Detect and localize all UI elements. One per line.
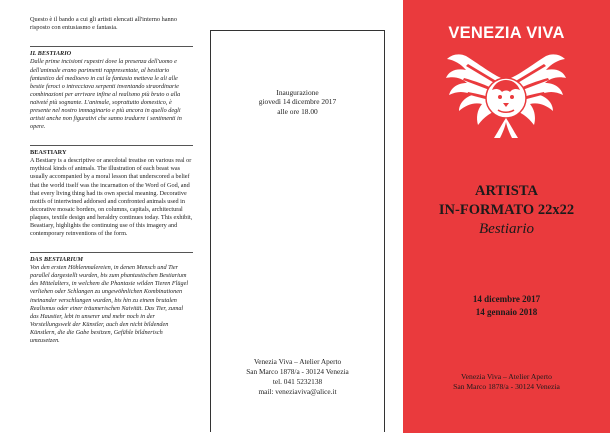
section-body: A Bestiary is a descriptive or anecdotal treatise on various real or mythical kinds of animals. The illustration of each beast was usually accompanied by a moral lesson that underscored a belief that the world itself was the incarnation of the Word of God, and that every living thing had its own special meaning. Decorative motifs of intertwined addorsed and confronted animals used in decorative mosaic borders, on columns, capitals, architectural plaques, textile design and heraldry continues today. This exhibit, Beastiary, highlights the continuing use of this imagery and contemporary reinventions of the form.	[30, 157, 193, 238]
exhibition-title	[403, 182, 610, 220]
contact-name: Venezia Viva – Atelier Aperto	[253, 357, 342, 366]
section-title: DAS BESTIARIUM	[30, 256, 84, 264]
section-divider	[30, 145, 193, 146]
section-title: IL BESTIARIO	[30, 50, 72, 58]
section-divider	[30, 46, 193, 47]
section-title: BEASTIARY	[30, 149, 67, 157]
section-das-bestiarium	[30, 252, 193, 345]
venue-name: Venezia Viva – Atelier Aperto	[461, 372, 552, 381]
cover-panel	[403, 0, 610, 433]
section-body: Von den ersten Höhlenmalereien, in denen Mensch und Tier parallel dargestellt wurden, bis zum phantastischen Bestiarium des Mittelalters, in welchem die Phantasie wilden Tieren Flügel verliehen oder Schlangen zu ungewöhnlichen Kombinationen ineinander verschlungen wurden, bis hin zu einem brutalen Realismus oder einer träumerischen Naivität. Das Tier, zumal das Haustier, lebt in unserer und mehr noch in der Vorstellungswelt der Künstler, auch den nicht bildenden Künstlern, die die Gabe besitzen, Gefühle bildnerisch umzusetzen.	[30, 264, 189, 345]
contact-address: San Marco 1878/a - 30124 Venezia	[246, 367, 349, 376]
contact-email: mail: veneziaviva@alice.it	[258, 387, 337, 396]
date-end: 14 gennaio 2018	[475, 307, 538, 317]
inauguration-date: giovedì 14 dicembre 2017	[258, 97, 337, 107]
exhibition-dates	[403, 293, 610, 319]
venue-address: San Marco 1878/a - 30124 Venezia	[453, 382, 560, 391]
date-start: 14 dicembre 2017	[472, 294, 541, 304]
contact-phone: tel. 041 5232138	[272, 377, 323, 386]
winged-lion-icon	[444, 50, 568, 142]
inauguration-label: Inaugurazione	[276, 88, 319, 97]
middle-panel	[210, 30, 385, 432]
contact-block	[211, 357, 384, 397]
section-beastiary	[30, 145, 193, 238]
brand-title: VENEZIA VIVA	[448, 24, 565, 42]
inauguration-time: alle ore 18.00	[277, 106, 318, 116]
left-panel	[0, 0, 203, 433]
section-divider	[30, 252, 193, 253]
exhibition-title-line2: IN-FORMATO 22x22	[438, 202, 575, 218]
venue-info	[403, 372, 610, 392]
exhibition-title-line1: ARTISTA	[475, 183, 538, 199]
section-body: Dalle prime incisioni rupestri dove la presenza dell'uomo e dell'animale erano parimenti rappresentate, al bestiario fantastico del medioevo in cui la fantasia metteva le ali alle bestie feroci o intrecciava serpenti inventando straordinarie combinazioni per arrivare infine al realismo più bruto o alla naïveté più sognante. L'animale, soprattutto domestico, è presente nel nostro immaginario e più ancora in quello degli artisti anche non figurativi che sanno tradurre i sentimenti in opere.	[30, 58, 182, 131]
inauguration-info	[211, 88, 384, 116]
section-il-bestiario	[30, 46, 193, 131]
exhibition-subtitle: Bestiario	[479, 221, 534, 237]
intro-text: Questo è il bando a cui gli artisti elencati all'interno hanno risposto con entusiasmo e fantasia.	[30, 16, 177, 32]
